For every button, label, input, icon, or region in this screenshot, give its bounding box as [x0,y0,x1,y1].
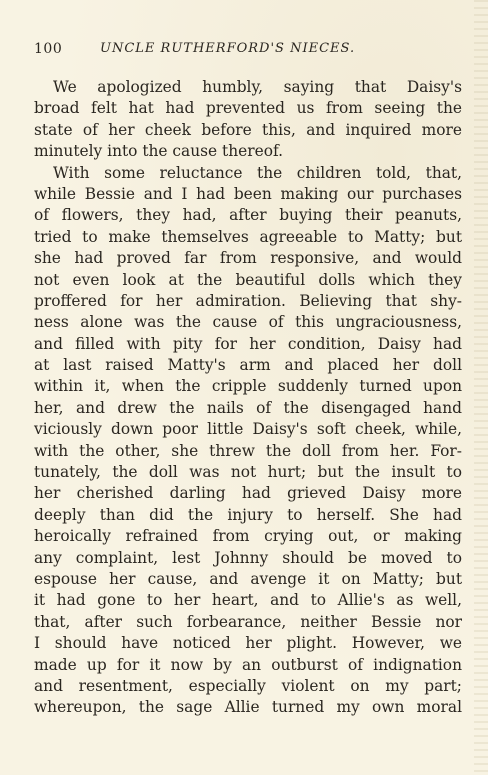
text-line: proffered for her admiration. Believing that shy- [34,291,462,310]
text-line: within it, when the cripple suddenly turned upon [34,377,462,396]
text-line: and filled with pity for her condition, Daisy had [34,334,462,353]
page-number: 100 [34,41,63,57]
text-line: deeply than did the injury to herself. She had [34,505,462,524]
text-line: she had proved far from responsive, and would [34,249,462,268]
text-line: espouse her cause, and avenge it on Matty; but [34,569,462,588]
book-title: UNCLE RUTHERFORD'S NIECES. [100,41,356,56]
text-line: her, and drew the nails of the disengaged hand [34,398,462,417]
text-line: made up for it now by an outburst of indignation [34,655,462,674]
text-line: viciously down poor little Daisy's soft cheek, while, [34,420,462,439]
text-line: with the other, she threw the doll from her. For- [34,441,462,460]
text-line: that, after such forbearance, neither Bessie nor [34,612,462,631]
text-line: and resentment, especially violent on my part; [34,676,462,695]
text-line: state of her cheek before this, and inquired more [34,120,462,139]
text-line: of flowers, they had, after buying their peanuts, [34,206,462,225]
text-line: it had gone to her heart, and to Allie's as well, [34,591,462,610]
text-line: tunately, the doll was not hurt; but the insult to [34,463,462,482]
text-line: while Bessie and I had been making our purchases [34,184,462,203]
body-text [34,77,462,719]
running-head [34,40,454,60]
text-line: broad felt hat had prevented us from seeing the [34,99,462,118]
text-line: minutely into the cause thereof. [34,142,284,161]
page-edge [474,0,488,775]
text-line: at last raised Matty's arm and placed her doll [34,356,462,375]
text-line: tried to make themselves agreeable to Matty; but [34,227,462,246]
text-line: any complaint, lest Johnny should be moved to [34,548,462,567]
text-line: ness alone was the cause of this ungraciousness, [34,313,462,332]
text-line: I should have noticed her plight. However, we [34,634,462,653]
text-line: whereupon, the sage Allie turned my own moral [34,698,462,717]
text-line: not even look at the beautiful dolls which they [34,270,462,289]
text-line: heroically refrained from crying out, or making [34,527,462,546]
text-line: her cherished darling had grieved Daisy more [34,484,462,503]
text-line: We apologized humbly, saying that Daisy's [53,78,462,96]
text-line: With some reluctance the children told, that, [53,163,462,182]
